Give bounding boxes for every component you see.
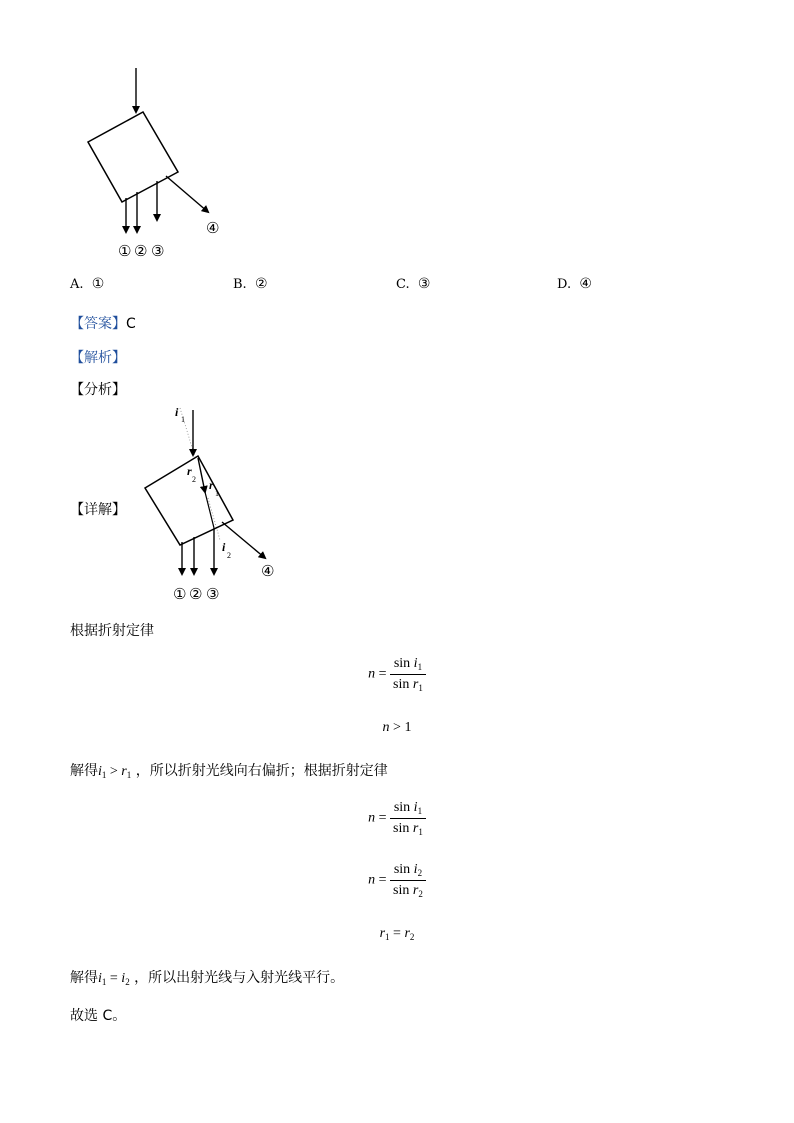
- option-a: A. ①: [70, 276, 105, 292]
- answer-line: [70, 313, 136, 333]
- law-text-1: 根据折射定律: [70, 623, 154, 639]
- label2-4: ④: [261, 562, 275, 580]
- figure-prism-angles: [125, 400, 305, 605]
- label-i2: i: [222, 540, 226, 554]
- option-c: C. ③: [396, 276, 431, 292]
- label2-2: ②: [189, 585, 203, 603]
- label-r1: r: [209, 478, 214, 492]
- label-r1-sub: 1: [215, 489, 219, 498]
- answer-label: 【答案】: [70, 316, 126, 332]
- conclusion-text: 故选 C。: [70, 1008, 127, 1024]
- label-2: ②: [134, 242, 148, 260]
- equation-r1-eq-r2: $r_1 = r_2$: [379, 926, 415, 942]
- refracted-ray-cont: [205, 492, 214, 528]
- detail-label: 【详解】: [70, 502, 126, 518]
- equation-snell-3: n = $\frac{\sin i_2}{\sin r_2}$: [0, 862, 794, 899]
- prism-diagram-2: [125, 400, 305, 605]
- label-1: ①: [118, 242, 132, 260]
- label-r2-sub: 2: [192, 475, 196, 484]
- answer-value: C: [126, 316, 136, 332]
- result-text-1: 解得$i_1 > r_1$ ，所以折射光线向右偏折；根据折射定律: [70, 763, 388, 780]
- figure-prism-rays: [70, 60, 270, 270]
- option-d: D. ④: [557, 276, 592, 292]
- equation-snell-2: n = $\frac{\sin i_1}{\sin r_1}$: [0, 800, 794, 837]
- equation-n-gt-1: n > 1: [382, 720, 412, 735]
- fenxi-label: 【分析】: [70, 382, 126, 398]
- ray-4: [166, 176, 208, 212]
- label-4: ④: [206, 219, 220, 237]
- label-i1: i: [175, 405, 179, 419]
- label-i1-sub: 1: [181, 415, 185, 424]
- label2-1: ①: [173, 585, 187, 603]
- result-text-2: 解得$i_1 = i_2$ ，所以出射光线与入射光线平行。: [70, 970, 345, 987]
- label2-3: ③: [206, 585, 220, 603]
- prism-diagram-1: [70, 60, 270, 270]
- option-b: B. ②: [233, 276, 268, 292]
- glass-block: [88, 112, 178, 202]
- label-r2: r: [187, 464, 192, 478]
- analysis-label: 【解析】: [70, 350, 126, 366]
- label-3: ③: [151, 242, 165, 260]
- label-i2-sub: 2: [227, 551, 231, 560]
- equation-snell-1: n = $\frac{\sin i_1}{\sin r_1}$: [0, 656, 794, 693]
